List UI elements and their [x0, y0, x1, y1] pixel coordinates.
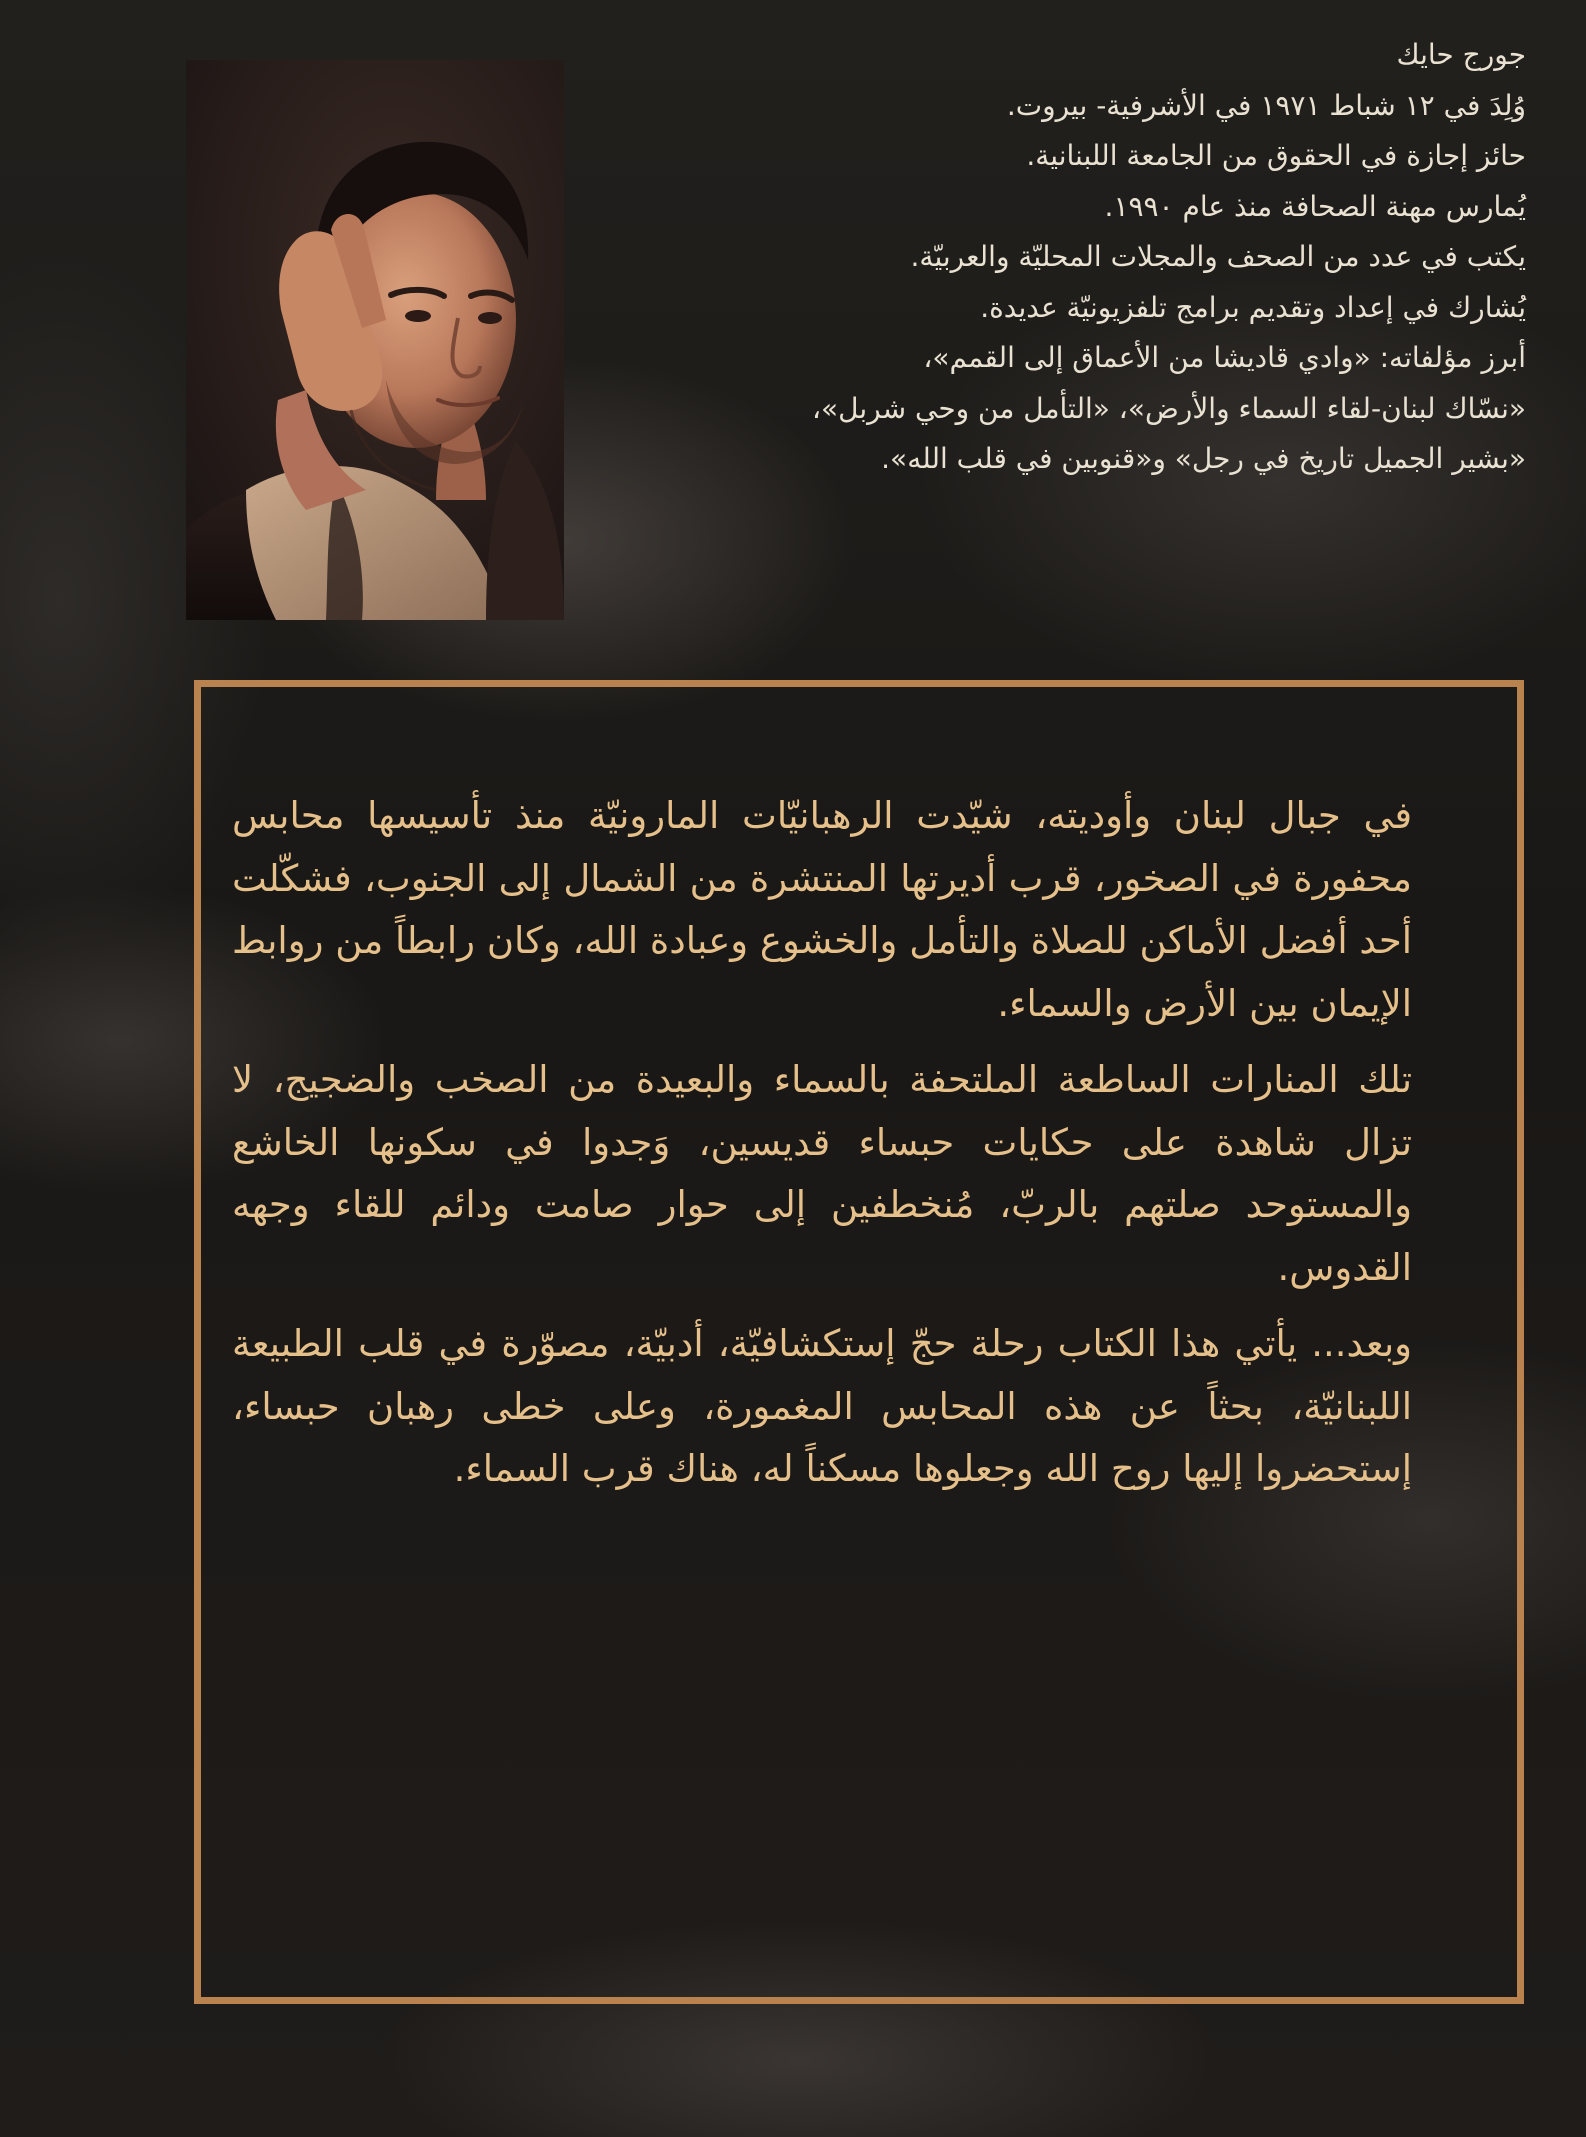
author-bio [566, 30, 1526, 485]
bio-line: «نسّاك لبنان-لقاء السماء والأرض»، «التأمل من وحي شربل»، [812, 391, 1526, 425]
bio-line: يُشارك في إعداد وتقديم برامج تلفزيونيّة عديدة. [980, 290, 1526, 324]
blurb-paragraph: في جبال لبنان وأوديته، شيّدت الرهبانيّات المارونيّة منذ تأسيسها محابس محفورة في الصخور، قرب أديرتها المنتشرة من الشمال إلى الجنوب، فشكّلت أحد أفضل الأماكن للصلاة والتأمل والخشوع وعبادة الله، وكان رابطاً من روابط الإيمان بين الأرض والسماء. [232, 794, 1412, 1025]
author-photo [186, 60, 564, 620]
bio-line: يُمارس مهنة الصحافة منذ عام ١٩٩٠. [1104, 189, 1526, 223]
blurb-paragraph: تلك المنارات الساطعة الملتحفة بالسماء والبعيدة من الصخب والضجيج، لا تزال شاهدة على حكايات حبساء قديسين، وَجدوا في سكونها الخاشع والمستوحد صلتهم بالربّ، مُنخطفين إلى حوار صامت ودائم للقاء وجهه القدوس. [232, 1058, 1412, 1289]
blurb-paragraph: وبعد... يأتي هذا الكتاب رحلة حجّ إستكشافيّة، أدبيّة، مصوّرة في قلب الطبيعة اللبنانيّة، بحثاً عن هذه المحابس المغمورة، وعلى خطى رهبان حبساء، إستحضروا إليها روح الله وجعلوها مسكناً له، هناك قرب السماء. [232, 1322, 1412, 1490]
bio-line: وُلِدَ في ١٢ شباط ١٩٧١ في الأشرفية- بيروت. [1006, 88, 1526, 122]
author-portrait-image [186, 60, 564, 620]
bio-line: يكتب في عدد من الصحف والمجلات المحليّة والعربيّة. [910, 240, 1526, 273]
blurb-text [232, 785, 1412, 1515]
author-name: جورج حايك [1396, 38, 1526, 71]
bio-line: حائز إجازة في الحقوق من الجامعة اللبنانية. [1026, 139, 1526, 172]
bio-line: أبرز مؤلفاته: «وادي قاديشا من الأعماق إلى القمم»، [923, 341, 1526, 374]
bio-line: «بشير الجميل تاريخ في رجل» و«قنوبين في قلب الله». [881, 442, 1526, 475]
